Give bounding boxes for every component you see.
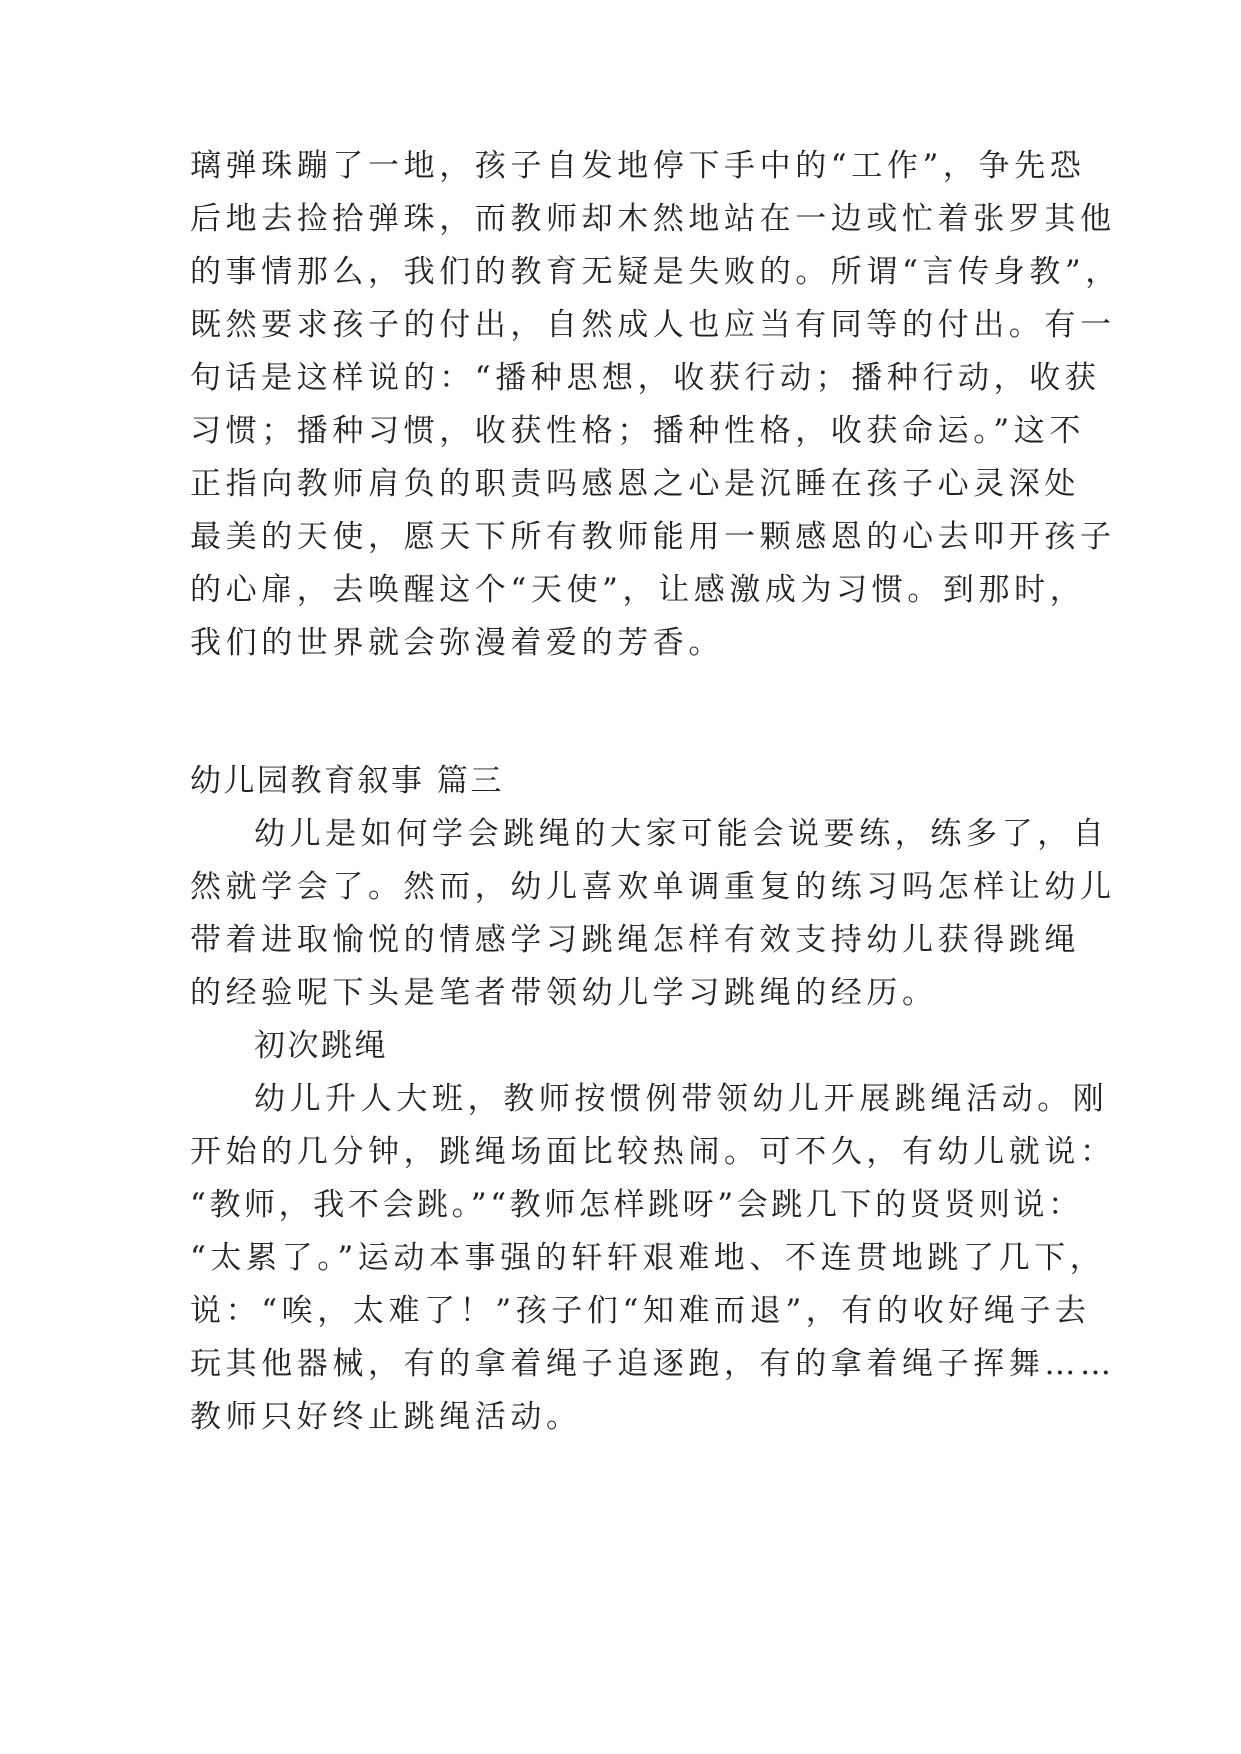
subheading: 初次跳绳 <box>254 1028 388 1064</box>
paragraph-line: 然就学会了。然而，幼儿喜欢单调重复的练习吗怎样让幼儿 <box>190 869 1116 905</box>
section-title: 幼儿园教育叙事 篇三 <box>190 763 504 799</box>
paragraph-line: 我们的世界就会弥漫着爱的芳香。 <box>190 625 724 661</box>
paragraph-line: 幼儿是如何学会跳绳的大家可能会说要练，练多了，自 <box>254 816 1109 852</box>
paragraph-line: 说：“唉，太难了！”孩子们“知难而退”，有的收好绳子去 <box>190 1293 1091 1329</box>
paragraph-line: 既然要求孩子的付出，自然成人也应当有同等的付出。有一 <box>190 307 1116 343</box>
paragraph-line: 的心扉，去唤醒这个“天使”，让感激成为习惯。到那时， <box>190 572 1086 608</box>
paragraph-line: 带着进取愉悦的情感学习跳绳怎样有效支持幼儿获得跳绳 <box>190 922 1080 958</box>
paragraph-line: 教师只好终止跳绳活动。 <box>190 1399 582 1435</box>
paragraph-line: 开始的几分钟，跳绳场面比较热闹。可不久，有幼儿就说： <box>190 1134 1116 1170</box>
paragraph-line: 句话是这样说的：“播种思想，收获行动；播种行动，收获 <box>190 360 1101 396</box>
paragraph-line: 玩其他器械，有的拿着绳子追逐跑，有的拿着绳子挥舞…… <box>190 1346 1116 1382</box>
paragraph-line: 幼儿升人大班，教师按惯例带领幼儿开展跳绳活动。刚 <box>254 1081 1109 1117</box>
paragraph-line: 最美的天使，愿天下所有教师能用一颗感恩的心去叩开孩子 <box>190 519 1116 555</box>
paragraph-line: 的经验呢下头是笔者带领幼儿学习跳绳的经历。 <box>190 975 938 1011</box>
paragraph-line: 后地去捡拾弹珠，而教师却木然地站在一边或忙着张罗其他 <box>190 201 1116 237</box>
paragraph-line: 正指向教师肩负的职责吗感恩之心是沉睡在孩子心灵深处 <box>190 466 1080 502</box>
paragraph-line: 璃弹珠蹦了一地，孩子自发地停下手中的“工作”，争先恐 <box>190 148 1086 184</box>
paragraph-line: 的事情那么，我们的教育无疑是失败的。所谓“言传身教”， <box>190 254 1121 290</box>
paragraph-line: “太累了。”运动本事强的轩轩艰难地、不连贯地跳了几下， <box>190 1240 1106 1276</box>
paragraph-line: “教师，我不会跳。”“教师怎样跳呀”会跳几下的贤贤则说： <box>190 1187 1083 1223</box>
paragraph-line: 习惯；播种习惯，收获性格；播种性格，收获命运。”这不 <box>190 413 1085 449</box>
